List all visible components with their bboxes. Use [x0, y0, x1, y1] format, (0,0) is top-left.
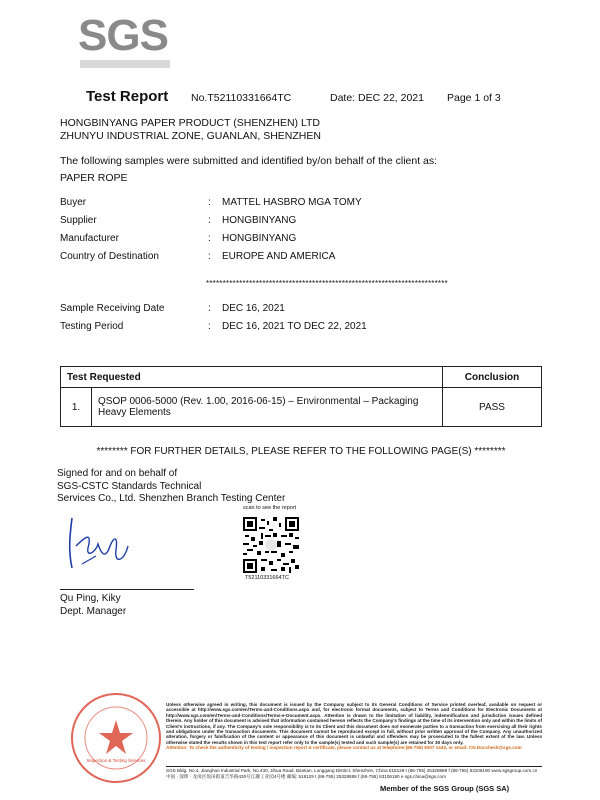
signed-line: Services Co., Ltd. Shenzhen Branch Testing Center — [57, 493, 286, 504]
date-colon: : — [208, 321, 211, 332]
field-value: HONGBINYANG — [222, 215, 297, 226]
field-colon: : — [208, 197, 211, 208]
signed-line: SGS-CSTC Standards Technical — [57, 480, 202, 492]
report-title: Test Report — [86, 88, 169, 105]
table-header-row — [61, 367, 542, 388]
test-requested-table — [60, 366, 542, 427]
row-conclusion: PASS — [443, 388, 542, 427]
qr-code[interactable] — [243, 517, 299, 573]
field-colon: : — [208, 215, 211, 226]
date-value: DEC 16, 2021 — [222, 303, 285, 314]
field-colon: : — [208, 233, 211, 244]
qr-caption-bottom: T52110331664TC — [245, 575, 289, 581]
signature-line — [60, 589, 194, 590]
page-number: Page 1 of 3 — [447, 92, 501, 104]
signatory — [60, 593, 126, 618]
client-name: HONGBINYANG PAPER PRODUCT (SHENZHEN) LTD — [60, 117, 320, 129]
company-seal — [68, 690, 164, 786]
field-value: EUROPE AND AMERICA — [222, 251, 336, 262]
field-label: Buyer — [60, 197, 87, 208]
sample-name: PAPER ROPE — [60, 172, 128, 184]
client-address: ZHUNYU INDUSTRIAL ZONE, GUANLAN, SHENZHEN — [60, 130, 321, 142]
report-date: Date: DEC 22, 2021 — [330, 92, 424, 104]
field-label: Country of Destination — [60, 251, 159, 262]
sgs-logo-bar — [80, 60, 170, 68]
signed-line: Signed for and on behalf of — [57, 468, 178, 479]
field-label: Manufacturer — [60, 233, 119, 244]
date-label: Testing Period — [60, 321, 124, 332]
footer-divider — [166, 766, 542, 767]
fine-print-1: Unless otherwise agreed in writing, this document is issued by the Company subject to its General Conditions of Service printed overleaf, available on request or accessible at http://www.sgs.com/en/Terms-and-Conditions.aspx and, for electronic format documents, subject to Terms and Conditions for Electronic Documents at http://www.sgs.com/en/Terms-and-Conditions/Terms-e-Document.aspx. — [166, 702, 542, 718]
legal-fine-print — [166, 702, 542, 751]
seal-text: Inspection & Testing Services — [86, 758, 146, 763]
table-row — [61, 388, 542, 427]
member-note: Member of the SGS Group (SGS SA) — [380, 784, 510, 793]
intro-text: The following samples were submitted and identified by/on behalf of the client as: — [60, 155, 438, 167]
header-test-requested: Test Requested — [61, 367, 443, 388]
sgs-logo: SGS — [78, 11, 168, 60]
signed-block — [57, 468, 285, 506]
field-value: MATTEL HASBRO MGA TOMY — [222, 197, 362, 208]
signatory-title: Dept. Manager — [60, 605, 127, 617]
field-colon: : — [208, 251, 211, 262]
date-label: Sample Receiving Date — [60, 303, 165, 314]
field-value: HONGBINYANG — [222, 233, 297, 244]
qr-caption-top: scan to see the report — [243, 505, 297, 511]
further-details-note: ******** FOR FURTHER DETAILS, PLEASE REFER TO THE FOLLOWING PAGE(S) ******** — [96, 446, 506, 457]
footer-address-cn: 中国 · 深圳 · 龙岗区坂田街道吉华路430号江灏工业园4号楼 邮编: 518129 t (86-755) 25328888 f (86-755) 83106190 e sgs.china@sgs.com — [166, 774, 446, 779]
separator-line: ************************************************************************* — [206, 279, 448, 288]
date-value: DEC 16, 2021 TO DEC 22, 2021 — [222, 321, 367, 332]
date-colon: : — [208, 303, 211, 314]
handwritten-signature — [62, 506, 142, 578]
header-conclusion: Conclusion — [443, 367, 542, 388]
field-label: Supplier — [60, 215, 97, 226]
fine-print-2: Attention is drawn to the limitation of liability, indemnification and jurisdiction issues defined therein. Any holder of this document is advised that information contained hereon reflects the Company's findings at the time of its intervention only and within the limits of Client's instructions, if any. The Company's sole responsibility is to its Client and this document does not exonerate parties to a transaction from exercising all their rights and obligations under the transaction documents. This document cannot be reproduced except in full, without prior written approval of the Company. Any unauthorized alteration, forgery or falsification of the content or appearance of this document is unlawful and offenders may be prosecuted to the fullest extent of the law. Unless otherwise stated the results shown in this test report refer only to the sample(s) tested and such sample(s) are retained for 30 days only. — [166, 712, 542, 745]
signatory-name: Qu Ping, Kiky — [60, 593, 121, 604]
fine-print-attention: Attention: To check the authenticity of testing / inspection report & certificate, please contact us at telephone:(86-755) 8307 1443, or email: CN.Doccheck@sgs.com — [166, 745, 522, 751]
row-number: 1. — [61, 388, 92, 427]
footer-address-en: SGS Bldg. No.4, Jianghao Industrial Park, No.430, Jihua Road, Bantian, Longgang District, Shenzhen, China 518129 t (86-755) 25328888 f (86-755) 83106190 www.sgsgroup.com.cn — [166, 768, 538, 773]
report-number: No.T52110331664TC — [191, 92, 292, 104]
row-test: QSOP 0006-5000 (Rev. 1.00, 2016-06-15) – Environmental – Packaging Heavy Elements — [92, 388, 443, 427]
